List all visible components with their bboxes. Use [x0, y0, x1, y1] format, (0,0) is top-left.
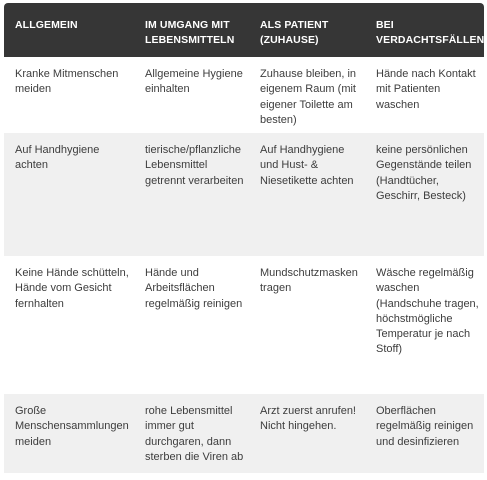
header-allgemein: ALLGEMEIN [15, 19, 78, 31]
table-cell: Große Menschensammlungen meiden [15, 405, 129, 448]
table-cell: Hände nach Kontakt mit Patienten waschen [376, 68, 476, 111]
header-patient: ALS PATIENT (ZUHAUSE) [260, 19, 329, 46]
table-cell: keine persönlichen Gegenstände teilen (Handtücher, Geschirr, Besteck) [376, 144, 472, 202]
table-row [4, 394, 484, 473]
table-row [4, 57, 484, 133]
table-header-row [4, 3, 484, 57]
table-cell: Mundschutzmasken tragen [260, 267, 358, 295]
header-lebensmittel: IM UMGANG MIT LEBENSMITTELN [145, 19, 235, 46]
table-cell: Arzt zuerst anrufen! Nicht hingehen. [260, 405, 356, 433]
table-cell: rohe Lebensmittel immer gut durchgaren, dann sterben die Viren ab [145, 405, 244, 463]
hygiene-table [4, 3, 484, 473]
table-cell: Allgemeine Hygiene einhalten [145, 68, 243, 96]
table-cell: Auf Handhygiene achten [15, 144, 100, 172]
table-row [4, 256, 484, 394]
header-verdachtsfaelle: BEI VERDACHTSFÄLLEN [376, 19, 485, 46]
table-row [4, 133, 484, 256]
table-cell: Zuhause bleiben, in eigenem Raum (mit eigener Toilette am besten) [260, 68, 357, 126]
table-cell: Auf Handhygiene und Hust- & Niesetikette achten [260, 144, 354, 187]
table-cell: tierische/pflanzliche Lebensmittel getrennt verarbeiten [145, 144, 244, 187]
table-cell: Wäsche regelmäßig waschen (Handschuhe tragen, höchstmögliche Temperatur je nach Stoff) [376, 267, 479, 356]
table-cell: Keine Hände schütteln, Hände vom Gesicht fernhalten [15, 267, 129, 310]
table-cell: Hände und Arbeitsflächen regelmäßig reinigen [145, 267, 243, 310]
table-cell: Kranke Mitmenschen meiden [15, 68, 119, 96]
table-cell: Oberflächen regelmäßig reinigen und desinfizieren [376, 405, 474, 448]
